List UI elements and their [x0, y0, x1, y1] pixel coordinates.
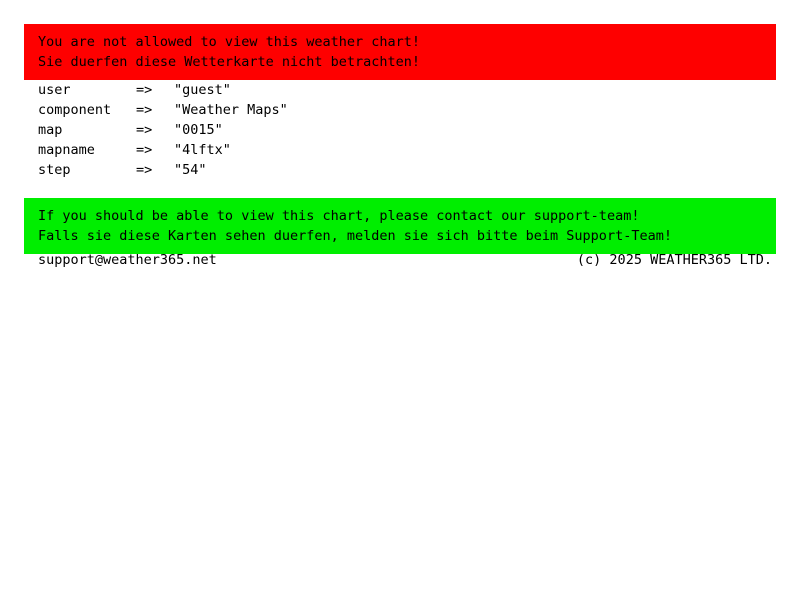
parameter-key: map: [38, 122, 63, 138]
error-banner-line-de: Sie duerfen diese Wetterkarte nicht betrachten!: [38, 54, 421, 70]
parameter-key: user: [38, 82, 71, 98]
parameter-arrow: =>: [136, 122, 153, 138]
parameter-row: [38, 160, 778, 180]
info-banner-line-de: Falls sie diese Karten sehen duerfen, melden sie sich bitte beim Support-Team!: [38, 228, 672, 244]
copyright-text: (c) 2025 WEATHER365 LTD.: [576, 252, 772, 268]
error-banner: [24, 24, 776, 80]
parameter-row: [38, 140, 778, 160]
info-banner: [24, 198, 776, 254]
parameter-key: step: [38, 162, 71, 178]
parameter-value: "54": [174, 162, 207, 178]
parameter-value: "0015": [174, 122, 223, 138]
parameter-row: [38, 80, 778, 100]
support-email-link[interactable]: support@weather365.net: [38, 252, 217, 268]
parameter-row: [38, 100, 778, 120]
parameter-key: component: [38, 102, 112, 118]
parameter-key: mapname: [38, 142, 95, 158]
parameter-row: [38, 120, 778, 140]
info-banner-line-en: If you should be able to view this chart, please contact our support-team!: [38, 208, 640, 224]
parameter-value: "Weather Maps": [174, 102, 288, 118]
parameter-value: "4lftx": [174, 142, 231, 158]
parameter-arrow: =>: [136, 82, 153, 98]
error-banner-line-en: You are not allowed to view this weather chart!: [38, 34, 421, 50]
parameter-arrow: =>: [136, 162, 153, 178]
footer: [38, 250, 772, 270]
parameter-arrow: =>: [136, 102, 153, 118]
parameter-list: [38, 80, 778, 180]
parameter-arrow: =>: [136, 142, 153, 158]
parameter-value: "guest": [174, 82, 231, 98]
